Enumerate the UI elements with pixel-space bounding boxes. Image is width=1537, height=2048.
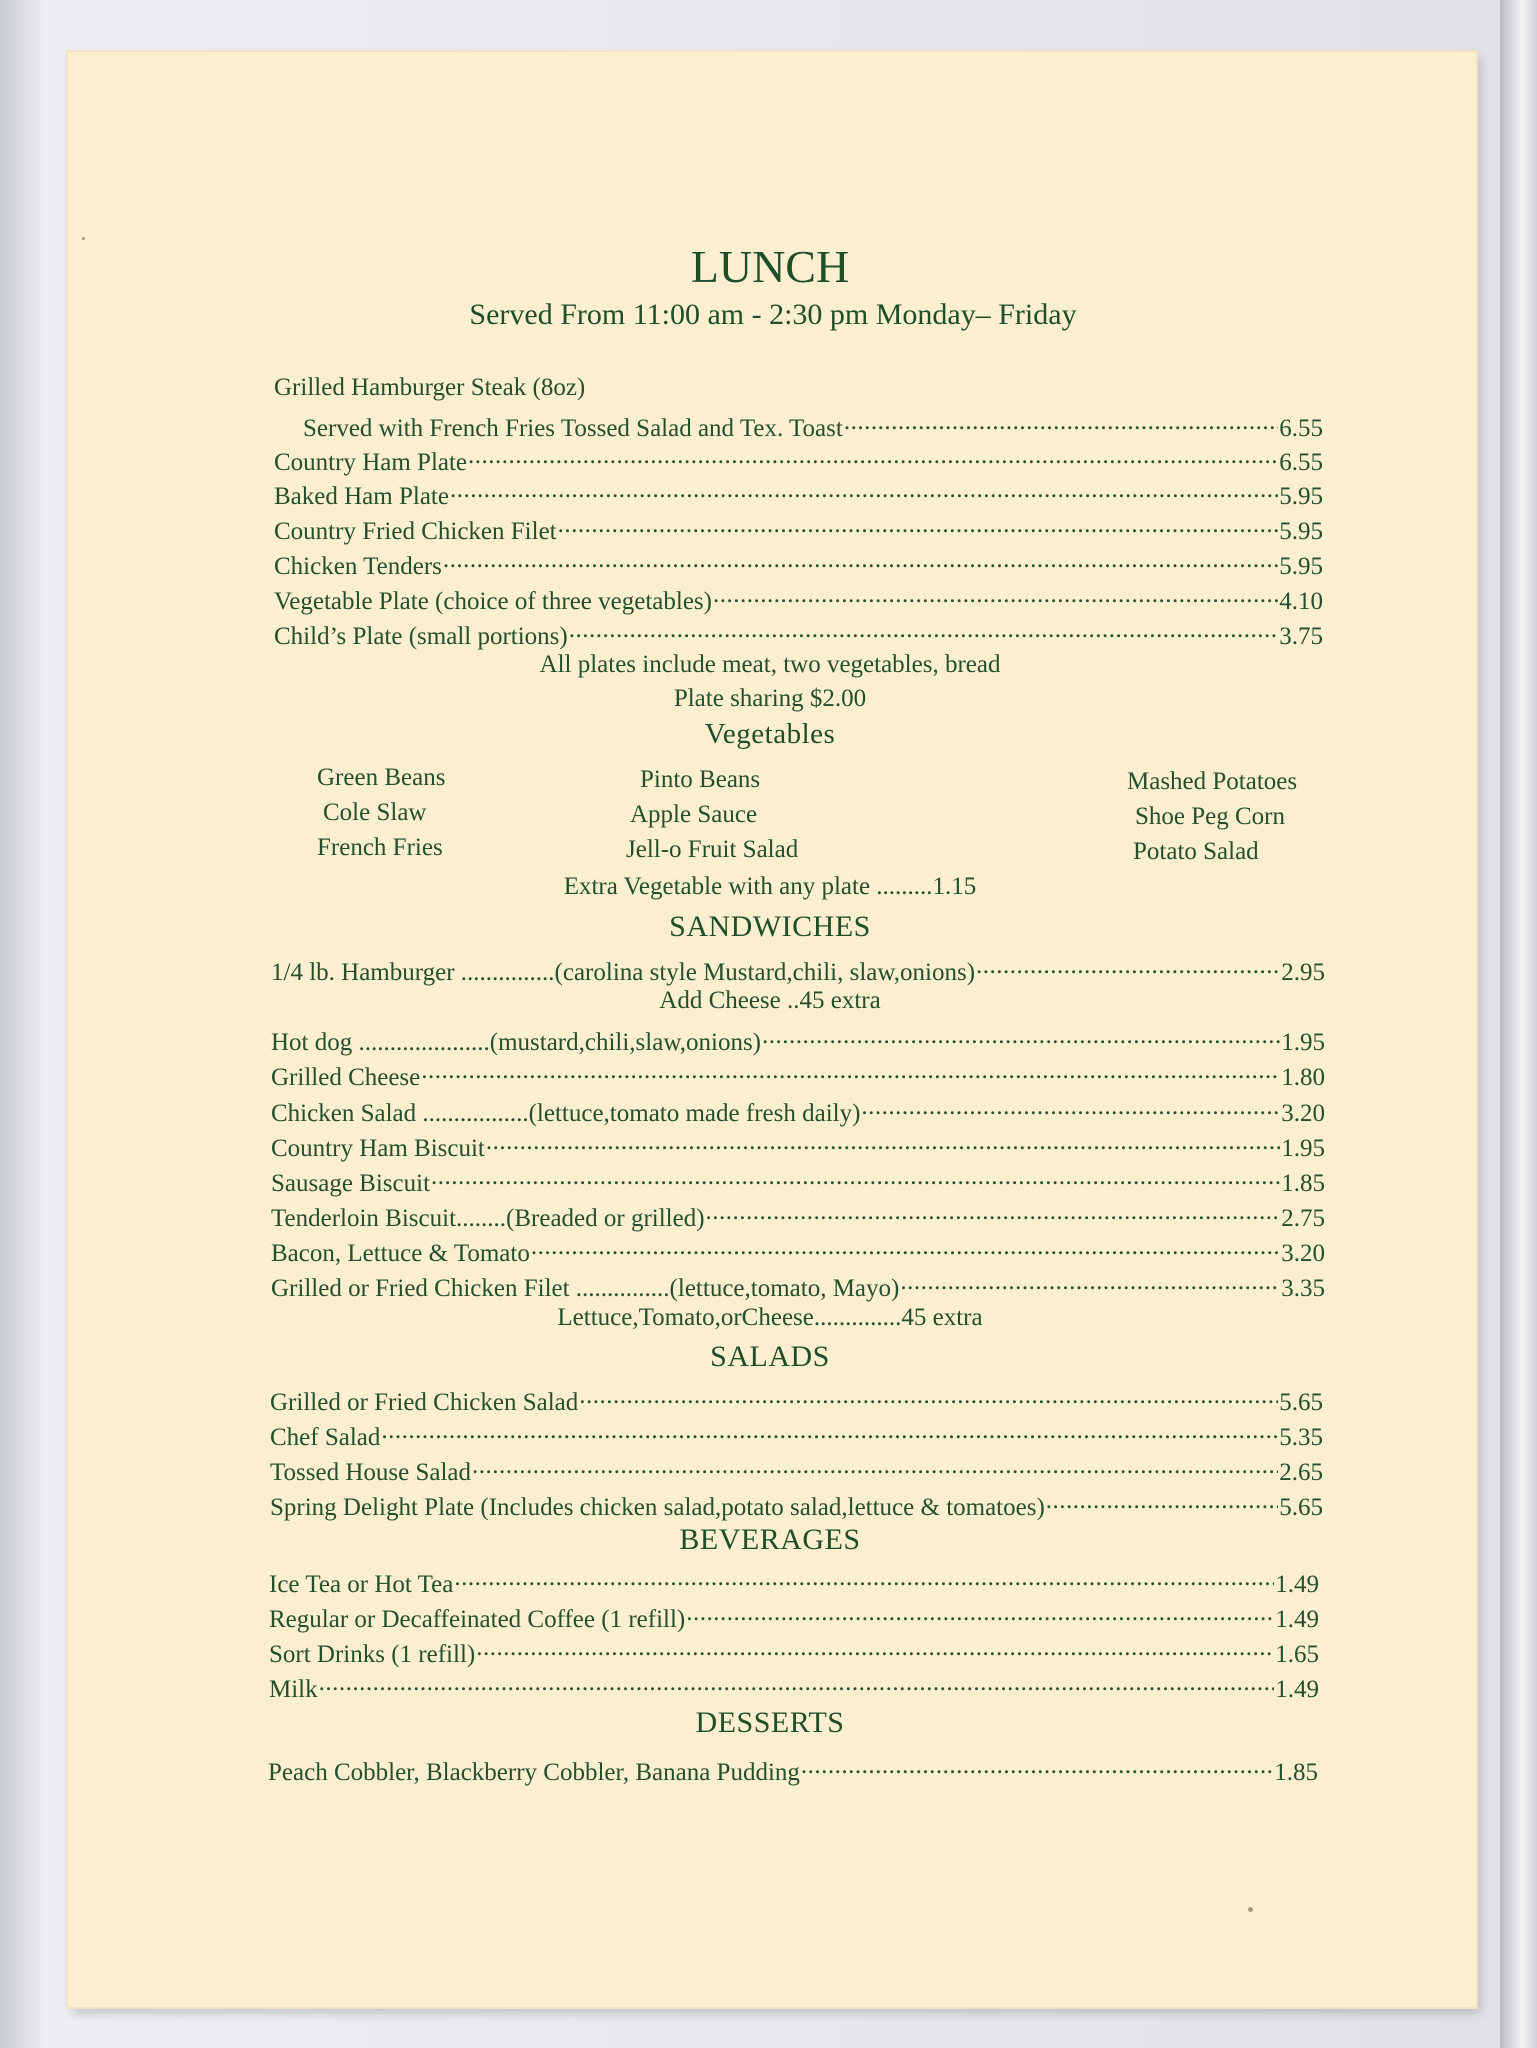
sandwich-price: 1.95 (1281, 1134, 1325, 1162)
vegetable-item: Pinto Beans (640, 766, 761, 793)
salad-row (270, 1452, 1323, 1487)
sandwich-row (271, 1233, 1325, 1268)
sandwich-name: Tenderloin Biscuit........(Breaded or grilled) (271, 1204, 705, 1232)
dot-leader (976, 952, 1280, 980)
menu-subtitle: Served From 11:00 am - 2:30 pm Monday– Friday (469, 298, 1077, 331)
dot-leader (472, 1452, 1278, 1480)
plate-name: Served with French Fries Tossed Salad and Tex. Toast (303, 414, 843, 442)
menu-content (198, 52, 1428, 2007)
dessert-name: Peach Cobbler, Blackberry Cobbler, Banana Pudding (268, 1758, 800, 1786)
dot-leader (844, 408, 1278, 436)
dot-leader (861, 1093, 1280, 1121)
dot-leader (569, 616, 1279, 644)
vegetable-item: Potato Salad (1133, 838, 1259, 865)
plate-name: Baked Ham Plate (274, 482, 449, 510)
vegetable-item: Mashed Potatoes (1127, 768, 1298, 795)
sandwich-name: Grilled or Fried Chicken Filet ...............(lettuce,tomato, Mayo) (271, 1274, 900, 1302)
plate-sharing-note: Plate sharing $2.00 (673, 685, 867, 712)
vegetable-item: French Fries (317, 834, 443, 861)
vegetable-item: Green Beans (317, 764, 446, 791)
vegetable-item: Apple Sauce (630, 801, 758, 828)
paper-speck (82, 237, 85, 240)
dot-leader (686, 1599, 1274, 1627)
sandwich-price: 3.35 (1281, 1274, 1325, 1302)
sandwich-price: 3.20 (1281, 1239, 1325, 1267)
plate-price: 4.10 (1279, 587, 1323, 615)
beverage-price: 1.49 (1275, 1605, 1319, 1633)
vegetable-item: Shoe Peg Corn (1135, 803, 1285, 830)
salad-name: Grilled or Fried Chicken Salad (270, 1388, 579, 1416)
plate-intro-label: Grilled Hamburger Steak (8oz) (274, 374, 586, 401)
salad-price: 5.65 (1279, 1388, 1323, 1416)
sandwich-price: 2.75 (1281, 1204, 1325, 1232)
dot-leader (762, 1022, 1280, 1050)
plate-intro (274, 374, 585, 402)
beverage-name: Sort Drinks (1 refill) (269, 1640, 476, 1668)
plates-note: All plates include meat, two vegetables, bread (539, 651, 1001, 678)
plate-name: Country Fried Chicken Filet (274, 517, 557, 545)
sandwich-name: Sausage Biscuit (271, 1169, 431, 1197)
dot-leader (431, 1163, 1280, 1191)
menu-sheet (68, 52, 1476, 2007)
plate-name: Chicken Tenders (274, 552, 442, 580)
sandwich-price: 1.80 (1281, 1063, 1325, 1091)
plate-price: 3.75 (1279, 622, 1323, 650)
sandwich-price: 3.20 (1281, 1099, 1325, 1127)
salad-price: 5.35 (1279, 1423, 1323, 1451)
plate-price: 5.95 (1279, 482, 1323, 510)
sandwich-row (271, 1022, 1325, 1057)
sandwich-row (271, 1128, 1325, 1163)
dot-leader (713, 581, 1278, 609)
dessert-price: 1.85 (1274, 1758, 1318, 1786)
dot-leader (558, 511, 1279, 539)
plate-name: Child’s Plate (small portions) (274, 622, 568, 650)
plate-row (274, 616, 1323, 651)
dot-leader (900, 1268, 1280, 1296)
beverage-name: Ice Tea or Hot Tea (269, 1570, 454, 1598)
salad-row (270, 1487, 1323, 1522)
salad-name: Spring Delight Plate (Includes chicken salad,potato salad,lettuce & tomatoes) (270, 1493, 1045, 1521)
sandwich-name: Chicken Salad .................(lettuce,tomato made fresh daily) (271, 1099, 861, 1127)
plate-price: 5.95 (1279, 517, 1323, 545)
sandwich-row (271, 1198, 1325, 1233)
sandwich-price: 2.95 (1281, 958, 1325, 986)
dot-leader (468, 442, 1278, 470)
sandwich-row (271, 1163, 1325, 1198)
plate-name: Country Ham Plate (274, 448, 468, 476)
dot-leader (450, 476, 1278, 504)
dot-leader (706, 1198, 1281, 1226)
sandwich-name: Hot dog .....................(mustard,chili,slaw,onions) (271, 1028, 762, 1056)
plate-row (274, 476, 1323, 511)
dot-leader (454, 1564, 1274, 1592)
dot-leader (319, 1669, 1275, 1697)
salad-row (270, 1417, 1323, 1452)
sandwich-price: 1.85 (1281, 1169, 1325, 1197)
salads-heading: SALADS (710, 1340, 830, 1373)
sandwich-name: Grilled Cheese (271, 1063, 421, 1091)
desserts-heading: DESSERTS (695, 1706, 845, 1739)
vegetable-item: Cole Slaw (323, 799, 427, 826)
plate-price: 6.55 (1279, 448, 1323, 476)
plate-row (303, 408, 1323, 443)
beverage-name: Regular or Decaffeinated Coffee (1 refill) (269, 1605, 686, 1633)
plate-row (274, 442, 1323, 477)
sandwich-row (271, 1093, 1325, 1128)
dot-leader (443, 546, 1278, 574)
sandwich-extra-note: Lettuce,Tomato,orCheese..............45 extra (557, 1304, 983, 1331)
beverage-row (269, 1564, 1319, 1599)
plate-row (274, 546, 1323, 581)
sandwich-price: 1.95 (1281, 1028, 1325, 1056)
dot-leader (476, 1634, 1274, 1662)
beverage-row (269, 1599, 1319, 1634)
sandwich-name: Country Ham Biscuit (271, 1134, 485, 1162)
salad-price: 2.65 (1279, 1458, 1323, 1486)
dot-leader (381, 1417, 1278, 1445)
beverage-price: 1.65 (1275, 1640, 1319, 1668)
add-cheese-note: Add Cheese ..45 extra (659, 987, 881, 1014)
dot-leader (421, 1057, 1280, 1085)
menu-title: LUNCH (690, 241, 850, 292)
beverage-name: Milk (269, 1675, 318, 1703)
salad-name: Chef Salad (270, 1423, 381, 1451)
sandwich-row (271, 1057, 1325, 1092)
vegetable-item: Jell-o Fruit Salad (626, 836, 799, 863)
salad-row (270, 1382, 1323, 1417)
dot-leader (486, 1128, 1280, 1156)
dot-leader (579, 1382, 1278, 1410)
plate-price: 6.55 (1279, 414, 1323, 442)
beverage-price: 1.49 (1275, 1570, 1319, 1598)
plate-row (274, 511, 1323, 546)
beverages-heading: BEVERAGES (679, 1523, 861, 1556)
dot-leader (531, 1233, 1280, 1261)
plastic-sleeve-edge (1500, 0, 1537, 2048)
sandwich-row (271, 952, 1325, 987)
dot-leader (801, 1752, 1273, 1780)
beverage-row (269, 1669, 1319, 1704)
salad-name: Tossed House Salad (270, 1458, 472, 1486)
plate-price: 5.95 (1279, 552, 1323, 580)
plate-row (274, 581, 1323, 616)
beverage-price: 1.49 (1275, 1675, 1319, 1703)
sandwich-name: Bacon, Lettuce & Tomato (271, 1239, 530, 1267)
salad-price: 5.65 (1279, 1493, 1323, 1521)
sandwich-name: 1/4 lb. Hamburger ...............(carolina style Mustard,chili, slaw,onions) (271, 958, 976, 986)
sandwiches-heading: SANDWICHES (669, 910, 871, 943)
plate-name: Vegetable Plate (choice of three vegetables) (274, 587, 712, 615)
extra-vegetable-note: Extra Vegetable with any plate .........1.15 (563, 873, 977, 900)
beverage-row (269, 1634, 1319, 1669)
vegetables-heading: Vegetables (704, 718, 836, 750)
sandwich-row (271, 1268, 1325, 1303)
dessert-row (268, 1752, 1318, 1787)
dot-leader (1046, 1487, 1278, 1515)
